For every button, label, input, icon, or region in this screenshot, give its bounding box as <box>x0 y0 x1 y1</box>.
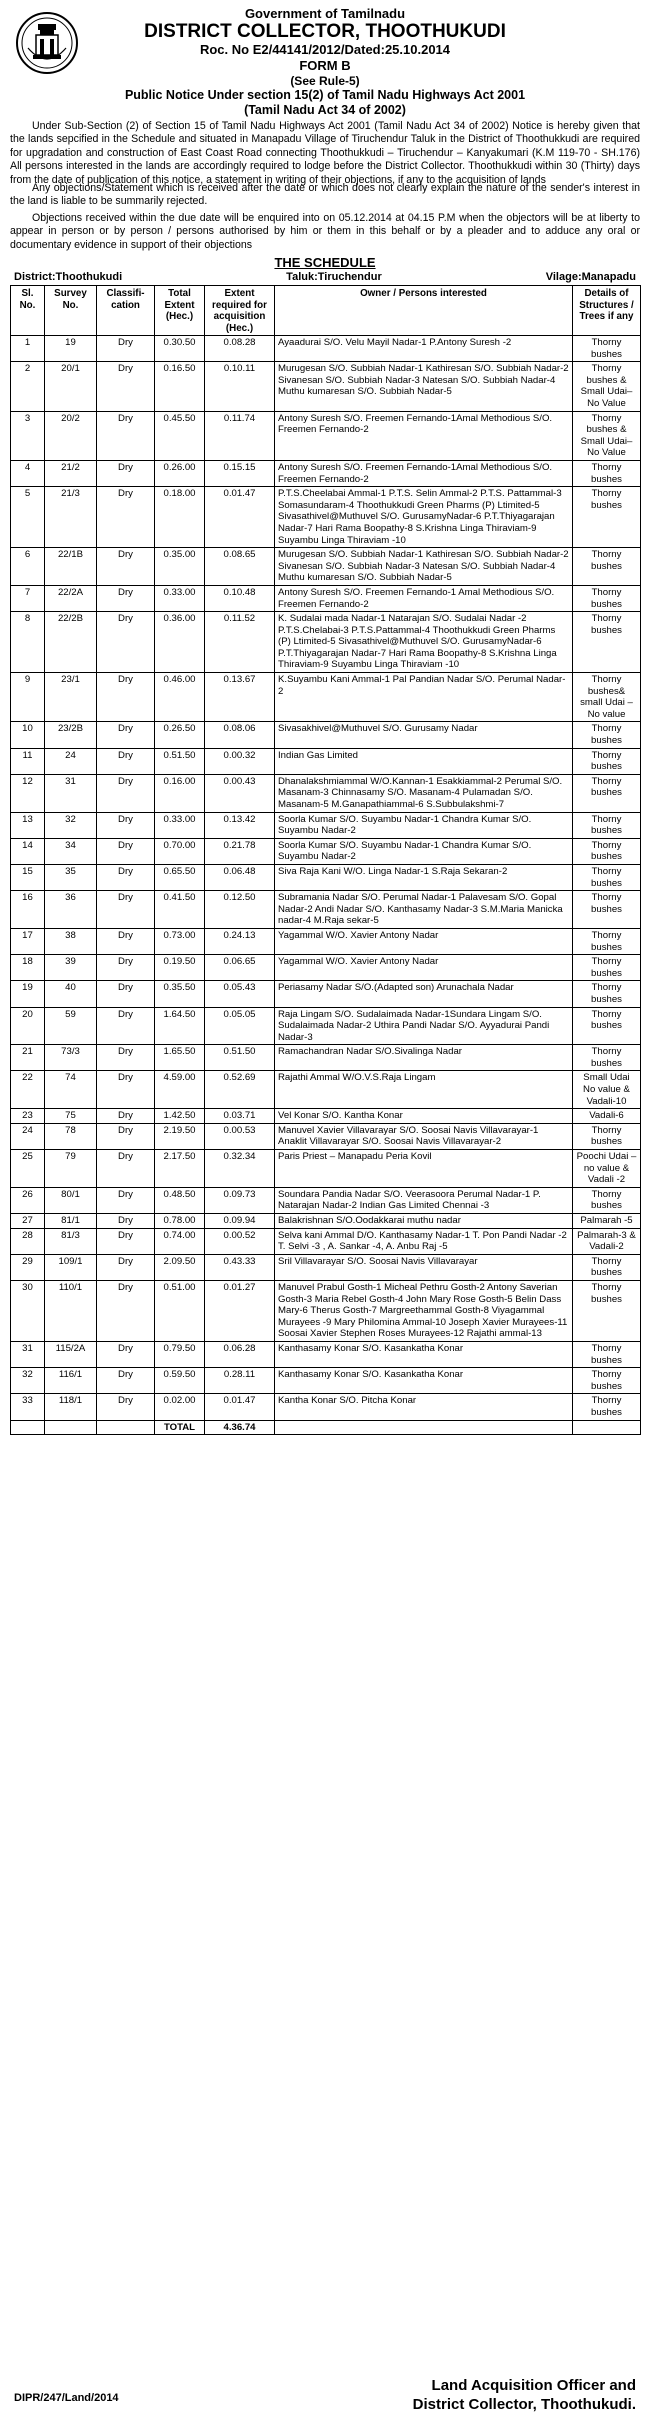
cell-details: Thorny bushes <box>573 1045 641 1071</box>
cell-sl: 29 <box>11 1254 45 1280</box>
cell-sl: 11 <box>11 748 45 774</box>
cell-survey: 59 <box>45 1007 97 1045</box>
cell-sl: 8 <box>11 612 45 673</box>
cell-total-extent: 0.45.50 <box>155 411 205 460</box>
cell-survey: 35 <box>45 864 97 890</box>
cell-total-extent: 0.33.00 <box>155 812 205 838</box>
cell-classification: Dry <box>97 487 155 548</box>
district-label: District:Thoothukudi <box>14 271 123 284</box>
cell-survey: 21/2 <box>45 460 97 486</box>
table-row <box>11 1007 641 1045</box>
table-row <box>11 460 641 486</box>
cell-classification: Dry <box>97 722 155 748</box>
cell-sl: 1 <box>11 336 45 362</box>
header-total-extent: Total Extent (Hec.) <box>155 286 205 336</box>
cell-extent-required: 0.00.32 <box>205 748 275 774</box>
cell-survey: 110/1 <box>45 1280 97 1341</box>
cell-sl: 19 <box>11 981 45 1007</box>
cell-extent-required: 0.00.52 <box>205 1228 275 1254</box>
cell-details: Thorny bushes <box>573 1341 641 1367</box>
cell-total-extent: 1.64.50 <box>155 1007 205 1045</box>
cell-owner: Kanthasamy Konar S/O. Kasankatha Konar <box>275 1341 573 1367</box>
table-row <box>11 548 641 586</box>
signatory-line-2: District Collector, Thoothukudi. <box>412 2396 636 2413</box>
cell-owner: Sivasakhivel@Muthuvel S/O. Gurusamy Nadar <box>275 722 573 748</box>
cell-classification: Dry <box>97 1280 155 1341</box>
cell-extent-required: 0.13.67 <box>205 673 275 722</box>
cell-total-extent: 0.41.50 <box>155 891 205 929</box>
cell-classification: Dry <box>97 362 155 411</box>
cell-survey: 36 <box>45 891 97 929</box>
dipr-number: DIPR/247/Land/2014 <box>14 2392 119 2404</box>
notice-paragraph-2: Any objections/Statement which is received after the date or which does not clearly explain the nature of the sender's interest in the land is liable to be summarily rejected. <box>10 182 640 208</box>
tamilnadu-emblem-icon <box>16 10 78 76</box>
header-survey: Survey No. <box>45 286 97 336</box>
cell-sl: 31 <box>11 1341 45 1367</box>
cell-sl: 27 <box>11 1214 45 1229</box>
table-row <box>11 1228 641 1254</box>
cell-details: Thorny bushes <box>573 812 641 838</box>
cell-owner: Yagammal W/O. Xavier Antony Nadar <box>275 928 573 954</box>
cell-survey: 23/1 <box>45 673 97 722</box>
cell-sl: 15 <box>11 864 45 890</box>
cell-owner: Ayaadurai S/O. Velu Mayil Nadar-1 P.Antony Suresh -2 <box>275 336 573 362</box>
cell-total-extent: 2.09.50 <box>155 1254 205 1280</box>
table-row <box>11 774 641 812</box>
cell-classification: Dry <box>97 336 155 362</box>
cell-total-extent: 0.46.00 <box>155 673 205 722</box>
cell-details: Thorny bushes <box>573 774 641 812</box>
cell-sl: 21 <box>11 1045 45 1071</box>
table-row <box>11 1187 641 1213</box>
table-row <box>11 812 641 838</box>
cell-classification: Dry <box>97 748 155 774</box>
cell-classification: Dry <box>97 1123 155 1149</box>
table-row <box>11 411 641 460</box>
cell-extent-required: 0.08.06 <box>205 722 275 748</box>
cell-sl: 28 <box>11 1228 45 1254</box>
cell-classification: Dry <box>97 981 155 1007</box>
cell-sl: 5 <box>11 487 45 548</box>
table-row <box>11 864 641 890</box>
cell-owner: Antony Suresh S/O. Freemen Fernando-1 Amal Methodious S/O. Freemen Fernando-2 <box>275 585 573 611</box>
cell-extent-required: 0.24.13 <box>205 928 275 954</box>
cell-extent-required: 0.01.47 <box>205 487 275 548</box>
table-row <box>11 955 641 981</box>
cell-owner: Raja Lingam S/O. Sudalaimada Nadar-1Sundara Lingam S/O. Sudalaimada Nadar-2 Uthira Pandi Nadar S/O. Ayyadurai Pandi Nadar-3 <box>275 1007 573 1045</box>
cell-survey: 74 <box>45 1071 97 1109</box>
cell-classification: Dry <box>97 548 155 586</box>
cell-details: Thorny bushes <box>573 1254 641 1280</box>
cell-total-extent: 0.65.50 <box>155 864 205 890</box>
table-row <box>11 928 641 954</box>
cell-details: Thorny bushes <box>573 548 641 586</box>
cell-sl: 6 <box>11 548 45 586</box>
cell-survey: 80/1 <box>45 1187 97 1213</box>
form-label: FORM B <box>299 58 351 73</box>
cell-survey: 20/1 <box>45 362 97 411</box>
cell-extent-required: 0.06.48 <box>205 864 275 890</box>
total-label: TOTAL <box>155 1420 205 1435</box>
cell-classification: Dry <box>97 955 155 981</box>
cell-total-extent: 0.19.50 <box>155 955 205 981</box>
table-row <box>11 1123 641 1149</box>
cell-owner: Dhanalakshmiammal W/O.Kannan-1 Esakkiammal-2 Perumal S/O. Masanam-3 Chinnasamy S/O. Masanam-4 Pulamadan S/O. Masanam-5 M.Ganapathiammal-6 S.Subbulakshmi-7 <box>275 774 573 812</box>
cell-sl: 4 <box>11 460 45 486</box>
cell-total-extent: 0.48.50 <box>155 1187 205 1213</box>
table-row <box>11 1280 641 1341</box>
cell-classification: Dry <box>97 1007 155 1045</box>
cell-survey: 38 <box>45 928 97 954</box>
cell-sl: 10 <box>11 722 45 748</box>
cell-survey: 75 <box>45 1109 97 1124</box>
cell-extent-required: 0.05.05 <box>205 1007 275 1045</box>
cell-survey: 24 <box>45 748 97 774</box>
act-reference: (Tamil Nadu Act 34 of 2002) <box>244 103 406 117</box>
cell-survey: 79 <box>45 1150 97 1188</box>
cell-total-extent: 1.65.50 <box>155 1045 205 1071</box>
cell-classification: Dry <box>97 1071 155 1109</box>
cell-extent-required: 0.32.34 <box>205 1150 275 1188</box>
cell-extent-required: 0.09.94 <box>205 1214 275 1229</box>
table-row <box>11 1150 641 1188</box>
cell-details: Thorny bushes <box>573 1368 641 1394</box>
rule-reference: (See Rule-5) <box>290 74 360 88</box>
cell-survey: 81/1 <box>45 1214 97 1229</box>
cell-sl: 9 <box>11 673 45 722</box>
cell-sl: 16 <box>11 891 45 929</box>
cell-details: Thorny bushes <box>573 585 641 611</box>
cell-total-extent: 0.51.50 <box>155 748 205 774</box>
cell-details: Thorny bushes <box>573 748 641 774</box>
cell-owner: P.T.S.Cheelabai Ammal-1 P.T.S. Selin Ammal-2 P.T.S. Pattammal-3 Somasundaram-4 Thoothukkudi Green Pharms (P) Ltimited-5 Sivasathivel@Muthuvel S/O. GurusamyNadar-6 P.T.Thiyagarajan Nadar-7 Hari Rama Boopathy-8 S.Krishna Linga Thiraviam-9 Suyambu Linga Thiraviam -10 <box>275 487 573 548</box>
cell-classification: Dry <box>97 1394 155 1420</box>
cell-total-extent: 0.51.00 <box>155 1280 205 1341</box>
cell-extent-required: 0.21.78 <box>205 838 275 864</box>
cell-owner: Antony Suresh S/O. Freemen Fernando-1Amal Methodious S/O. Freemen Fernando-2 <box>275 411 573 460</box>
table-row <box>11 1368 641 1394</box>
notice-paragraph-3: Objections received within the due date will be enquired into on 05.12.2014 at 04.15 P.M when the objectors will be at liberty to appear in person or by person / persons authorised by him or them in this behalf or by a pleader and to adduce any oral or documentary evidence in support of their objections <box>10 211 640 251</box>
cell-details: Thorny bushes <box>573 722 641 748</box>
table-row <box>11 336 641 362</box>
notice-title: Public Notice Under section 15(2) of Tamil Nadu Highways Act 2001 <box>124 88 526 102</box>
cell-details: Thorny bushes <box>573 1394 641 1420</box>
cell-extent-required: 0.13.42 <box>205 812 275 838</box>
cell-extent-required: 0.10.11 <box>205 362 275 411</box>
cell-classification: Dry <box>97 1214 155 1229</box>
cell-total-extent: 0.18.00 <box>155 487 205 548</box>
cell-details: Thorny bushes <box>573 487 641 548</box>
cell-owner: Subramania Nadar S/O. Perumal Nadar-1 Palavesam S/O. Gopal Nadar-2 Andi Nadar S/O. Kanthasamy Nadar-3 S.M.Maria Manicka nadar-4 M.Raja sekar-5 <box>275 891 573 929</box>
cell-classification: Dry <box>97 1109 155 1124</box>
cell-sl: 14 <box>11 838 45 864</box>
header-owner: Owner / Persons interested <box>275 286 573 336</box>
cell-total-extent: 0.79.50 <box>155 1341 205 1367</box>
cell-survey: 19 <box>45 336 97 362</box>
office-title: DISTRICT COLLECTOR, THOOTHUKUDI <box>144 21 506 42</box>
cell-extent-required: 0.00.43 <box>205 774 275 812</box>
cell-survey: 115/2A <box>45 1341 97 1367</box>
taluk-label: Taluk:Tiruchendur <box>286 271 382 284</box>
cell-details: Thorny bushes <box>573 1123 641 1149</box>
table-row <box>11 1071 641 1109</box>
village-label: Vilage:Manapadu <box>545 271 636 284</box>
cell-details: Thorny bushes & Small Udai– No Value <box>573 411 641 460</box>
cell-sl: 23 <box>11 1109 45 1124</box>
cell-extent-required: 0.06.65 <box>205 955 275 981</box>
cell-total-extent: 0.74.00 <box>155 1228 205 1254</box>
cell-classification: Dry <box>97 774 155 812</box>
table-row <box>11 748 641 774</box>
cell-total-extent: 0.35.00 <box>155 548 205 586</box>
cell-survey: 22/1B <box>45 548 97 586</box>
table-row <box>11 722 641 748</box>
cell-details: Thorny bushes <box>573 1280 641 1341</box>
cell-extent-required: 0.09.73 <box>205 1187 275 1213</box>
table-row <box>11 1109 641 1124</box>
table-total-row <box>11 1420 641 1435</box>
cell-owner: Sril Villavarayar S/O. Soosai Navis Villavarayar <box>275 1254 573 1280</box>
cell-sl: 22 <box>11 1071 45 1109</box>
cell-extent-required: 0.00.53 <box>205 1123 275 1149</box>
cell-total-extent: 0.26.00 <box>155 460 205 486</box>
cell-survey: 31 <box>45 774 97 812</box>
table-row <box>11 981 641 1007</box>
table-row <box>11 1214 641 1229</box>
cell-extent-required: 0.28.11 <box>205 1368 275 1394</box>
cell-classification: Dry <box>97 1228 155 1254</box>
table-row <box>11 838 641 864</box>
header-classification: Classifi- cation <box>97 286 155 336</box>
cell-owner: Antony Suresh S/O. Freemen Fernando-1Amal Methodious S/O. Freemen Fernando-2 <box>275 460 573 486</box>
cell-total-extent: 0.73.00 <box>155 928 205 954</box>
cell-sl: 30 <box>11 1280 45 1341</box>
cell-extent-required: 0.06.28 <box>205 1341 275 1367</box>
roc-number: Roc. No E2/44141/2012/Dated:25.10.2014 <box>199 42 451 57</box>
cell-details: Thorny bushes <box>573 864 641 890</box>
cell-sl: 24 <box>11 1123 45 1149</box>
cell-sl: 25 <box>11 1150 45 1188</box>
cell-classification: Dry <box>97 1341 155 1367</box>
cell-survey: 22/2A <box>45 585 97 611</box>
cell-total-extent: 0.16.00 <box>155 774 205 812</box>
cell-classification: Dry <box>97 891 155 929</box>
table-row <box>11 487 641 548</box>
table-header-row <box>11 286 641 336</box>
cell-classification: Dry <box>97 612 155 673</box>
cell-details: Thorny bushes <box>573 838 641 864</box>
schedule-table <box>10 285 641 1435</box>
cell-owner: K.Suyambu Kani Ammal-1 Pal Pandian Nadar S/O. Perumal Nadar-2 <box>275 673 573 722</box>
table-row <box>11 1394 641 1420</box>
table-row <box>11 673 641 722</box>
cell-total-extent: 4.59.00 <box>155 1071 205 1109</box>
cell-sl: 12 <box>11 774 45 812</box>
cell-owner: Kantha Konar S/O. Pitcha Konar <box>275 1394 573 1420</box>
cell-details: Thorny bushes <box>573 336 641 362</box>
cell-details: Palmarah-3 & Vadali-2 <box>573 1228 641 1254</box>
cell-classification: Dry <box>97 411 155 460</box>
cell-owner: Soorla Kumar S/O. Suyambu Nadar-1 Chandra Kumar S/O. Suyambu Nadar-2 <box>275 838 573 864</box>
cell-owner: Indian Gas Limited <box>275 748 573 774</box>
cell-classification: Dry <box>97 928 155 954</box>
cell-details: Thorny bushes <box>573 1187 641 1213</box>
cell-extent-required: 0.10.48 <box>205 585 275 611</box>
cell-classification: Dry <box>97 585 155 611</box>
cell-owner: Paris Priest – Manapadu Peria Kovil <box>275 1150 573 1188</box>
cell-extent-required: 0.52.69 <box>205 1071 275 1109</box>
schedule-location <box>10 270 640 285</box>
cell-classification: Dry <box>97 864 155 890</box>
signatory <box>413 2376 636 2414</box>
table-row <box>11 362 641 411</box>
cell-owner: Rajathi Ammal W/O.V.S.Raja Lingam <box>275 1071 573 1109</box>
cell-classification: Dry <box>97 1368 155 1394</box>
cell-total-extent: 0.26.50 <box>155 722 205 748</box>
cell-classification: Dry <box>97 673 155 722</box>
cell-owner: Soundara Pandia Nadar S/O. Veerasoora Perumal Nadar-1 P. Natarajan Nadar-2 Indian Gas Limited Chennai -3 <box>275 1187 573 1213</box>
cell-sl: 26 <box>11 1187 45 1213</box>
cell-classification: Dry <box>97 1254 155 1280</box>
cell-sl: 7 <box>11 585 45 611</box>
header-details: Details of Structures / Trees if any <box>573 286 641 336</box>
cell-survey: 34 <box>45 838 97 864</box>
cell-total-extent: 1.42.50 <box>155 1109 205 1124</box>
cell-owner: Siva Raja Kani W/O. Linga Nadar-1 S.Raja Sekaran-2 <box>275 864 573 890</box>
cell-survey: 118/1 <box>45 1394 97 1420</box>
cell-owner: Soorla Kumar S/O. Suyambu Nadar-1 Chandra Kumar S/O. Suyambu Nadar-2 <box>275 812 573 838</box>
cell-details: Vadali-6 <box>573 1109 641 1124</box>
cell-details: Thorny bushes <box>573 981 641 1007</box>
notice-header <box>10 6 640 186</box>
cell-classification: Dry <box>97 1150 155 1188</box>
government-name: Government of Tamilnadu <box>244 6 406 21</box>
cell-survey: 20/2 <box>45 411 97 460</box>
cell-total-extent: 0.35.50 <box>155 981 205 1007</box>
table-row <box>11 891 641 929</box>
cell-survey: 40 <box>45 981 97 1007</box>
cell-details: Thorny bushes <box>573 955 641 981</box>
cell-survey: 39 <box>45 955 97 981</box>
cell-sl: 32 <box>11 1368 45 1394</box>
cell-details: Thorny bushes <box>573 460 641 486</box>
cell-details: Thorny bushes& small Udai –No value <box>573 673 641 722</box>
cell-sl: 33 <box>11 1394 45 1420</box>
cell-classification: Dry <box>97 838 155 864</box>
cell-owner: Balakrishnan S/O.Oodakkarai muthu nadar <box>275 1214 573 1229</box>
cell-owner: Vel Konar S/O. Kantha Konar <box>275 1109 573 1124</box>
cell-total-extent: 0.02.00 <box>155 1394 205 1420</box>
table-row <box>11 1341 641 1367</box>
cell-owner: Ramachandran Nadar S/O.Sivalinga Nadar <box>275 1045 573 1071</box>
cell-survey: 81/3 <box>45 1228 97 1254</box>
table-row <box>11 1045 641 1071</box>
cell-extent-required: 0.05.43 <box>205 981 275 1007</box>
cell-details: Thorny bushes <box>573 612 641 673</box>
cell-sl: 17 <box>11 928 45 954</box>
cell-classification: Dry <box>97 1045 155 1071</box>
cell-total-extent: 0.16.50 <box>155 362 205 411</box>
cell-sl: 2 <box>11 362 45 411</box>
cell-owner: Kanthasamy Konar S/O. Kasankatha Konar <box>275 1368 573 1394</box>
cell-total-extent: 0.70.00 <box>155 838 205 864</box>
cell-owner: Selva kani Ammal D/O. Kanthasamy Nadar-1 T. Pon Pandi Nadar -2 T. Selvi -3 , A. Sankar -4, A. Anbu Raj -5 <box>275 1228 573 1254</box>
cell-details: Small Udai No value & Vadali-10 <box>573 1071 641 1109</box>
cell-survey: 32 <box>45 812 97 838</box>
cell-extent-required: 0.15.15 <box>205 460 275 486</box>
table-row <box>11 1254 641 1280</box>
cell-survey: 78 <box>45 1123 97 1149</box>
schedule-title: THE SCHEDULE <box>274 255 376 271</box>
signatory-line-1: Land Acquisition Officer and <box>431 2377 636 2394</box>
cell-classification: Dry <box>97 1187 155 1213</box>
cell-classification: Dry <box>97 460 155 486</box>
cell-sl: 20 <box>11 1007 45 1045</box>
cell-total-extent: 0.30.50 <box>155 336 205 362</box>
header-sl: Sl. No. <box>11 286 45 336</box>
cell-sl: 3 <box>11 411 45 460</box>
cell-total-extent: 0.59.50 <box>155 1368 205 1394</box>
cell-extent-required: 0.08.28 <box>205 336 275 362</box>
cell-extent-required: 0.11.74 <box>205 411 275 460</box>
cell-total-extent: 2.19.50 <box>155 1123 205 1149</box>
cell-details: Palmarah -5 <box>573 1214 641 1229</box>
cell-total-extent: 0.33.00 <box>155 585 205 611</box>
cell-extent-required: 0.03.71 <box>205 1109 275 1124</box>
cell-survey: 22/2B <box>45 612 97 673</box>
cell-extent-required: 0.43.33 <box>205 1254 275 1280</box>
cell-owner: Periasamy Nadar S/O.(Adapted son) Arunachala Nadar <box>275 981 573 1007</box>
schedule-body <box>11 336 641 1420</box>
cell-survey: 73/3 <box>45 1045 97 1071</box>
cell-details: Thorny bushes <box>573 891 641 929</box>
cell-extent-required: 0.11.52 <box>205 612 275 673</box>
cell-details: Thorny bushes <box>573 928 641 954</box>
cell-survey: 116/1 <box>45 1368 97 1394</box>
table-row <box>11 585 641 611</box>
cell-owner: Manuvel Xavier Villavarayar S/O. Soosai Navis Villavarayar-1 Anaklit Villavarayar S/O. Soosai Navis Villavarayar-2 <box>275 1123 573 1149</box>
cell-sl: 18 <box>11 955 45 981</box>
cell-survey: 109/1 <box>45 1254 97 1280</box>
cell-extent-required: 0.01.27 <box>205 1280 275 1341</box>
cell-extent-required: 0.01.47 <box>205 1394 275 1420</box>
header-extent-required: Extent required for acquisition (Hec.) <box>205 286 275 336</box>
cell-sl: 13 <box>11 812 45 838</box>
cell-extent-required: 0.51.50 <box>205 1045 275 1071</box>
cell-owner: Manuvel Prabul Gosth-1 Micheal Pethru Gosth-2 Antony Saverian Gosth-3 Maria Rebel Gosth-4 John Mary Rose Gosth-5 Belin Dass Mary-6 Therus Gosth-7 Margreethammal Gosth-8 Viyagammal Murayees -9 Mary Philomina Ammal-10 Joseph Xavier Murayees-11 Soosai Xavier Stephen Roses Murayees-12 Rajathi ammal-13 <box>275 1280 573 1341</box>
cell-details: Thorny bushes <box>573 1007 641 1045</box>
notice-paragraph-1: Under Sub-Section (2) of Section 15 of Tamil Nadu Highways Act 2001 (Tamil Nadu Act 34 of 2002) Notice is hereby given that the lands sepcified in the Schedule and situated in Manapadu Village of Tiruchendur Taluk in the District of Thoothukkudi are required for upgradation and construction of East Coast Road connecting Thoothukkudi – Tiruchendur – Kanyakumari (K.M 119-70 - SH.176) All persons interested in the lands are accordingly required to lodge before the District Collector. Thoothukkudi within 30 (Thirty) days from the date of publication of this notice, a statement in writing of their objections, if any to the acquisition of lands <box>10 120 640 186</box>
cell-details: Thorny bushes & Small Udai– No Value <box>573 362 641 411</box>
cell-details: Poochi Udai –no value & Vadali -2 <box>573 1150 641 1188</box>
total-value: 4.36.74 <box>205 1420 275 1435</box>
cell-owner: Yagammal W/O. Xavier Antony Nadar <box>275 955 573 981</box>
cell-survey: 21/3 <box>45 487 97 548</box>
cell-owner: Murugesan S/O. Subbiah Nadar-1 Kathiresan S/O. Subbiah Nadar-2 Sivanesan S/O. Subbiah Nadar-3 Natesan S/O. Subbiah Nadar-4 Muthu kumaresan S/O. Subbiah Nadar-5 <box>275 548 573 586</box>
cell-total-extent: 2.17.50 <box>155 1150 205 1188</box>
cell-extent-required: 0.08.65 <box>205 548 275 586</box>
cell-owner: K. Sudalai mada Nadar-1 Natarajan S/O. Sudalai Nadar -2 P.T.S.Chelabai-3 P.T.S.Pattammal-4 Thoothukkudi Green Pharms (P) Ltimited-5 Sivasathivel@Muthuvel S/O. GurusamyNadar-6 P.T.Thiyagarajan Nadar-7 Hari Rama Boopathy-8 S.Krishna Linga Thiraviam-9 Suyambu Linga Thiraviam -10 <box>275 612 573 673</box>
cell-owner: Murugesan S/O. Subbiah Nadar-1 Kathiresan S/O. Subbiah Nadar-2 Sivanesan S/O. Subbiah Nadar-3 Natesan S/O. Subbiah Nadar-4 Muthu kumaresan S/O. Subbiah Nadar-5 <box>275 362 573 411</box>
cell-total-extent: 0.36.00 <box>155 612 205 673</box>
cell-total-extent: 0.78.00 <box>155 1214 205 1229</box>
cell-extent-required: 0.12.50 <box>205 891 275 929</box>
cell-classification: Dry <box>97 812 155 838</box>
cell-survey: 23/2B <box>45 722 97 748</box>
notice-footer <box>10 2368 640 2414</box>
table-row <box>11 612 641 673</box>
